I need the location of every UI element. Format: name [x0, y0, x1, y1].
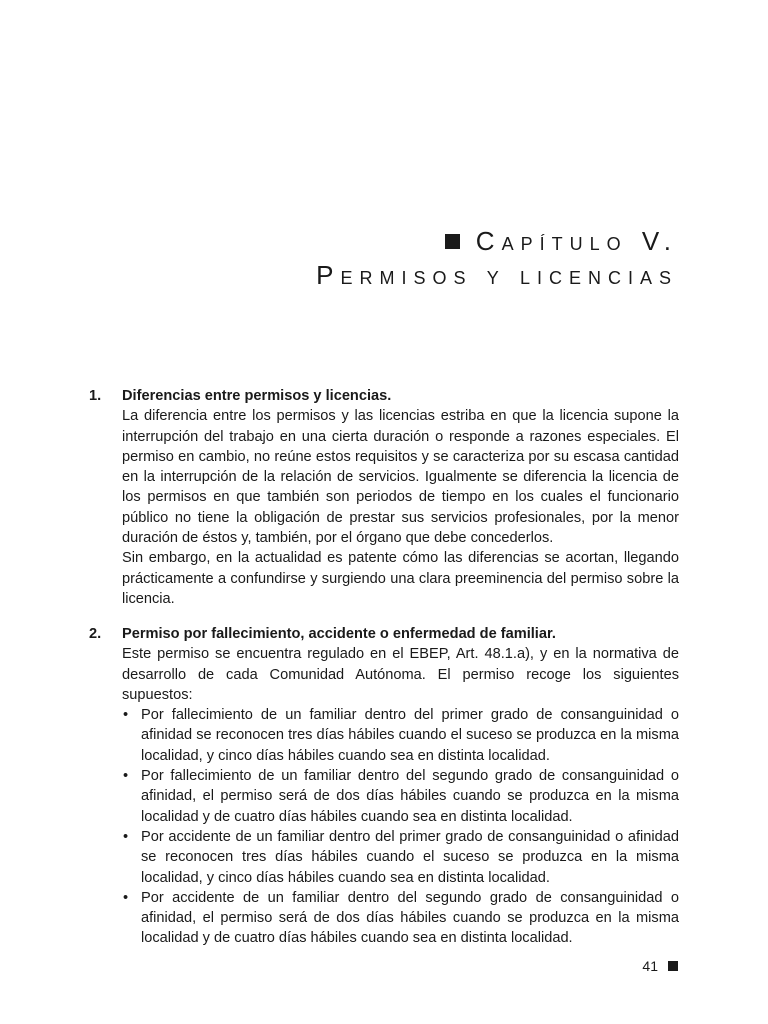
chapter-subtitle: Permisos y licencias [316, 260, 678, 290]
list-item [122, 827, 679, 888]
chapter-title-line [316, 224, 678, 258]
section-body [122, 624, 679, 949]
section-1 [89, 386, 679, 609]
bullet-dot-icon: • [123, 768, 129, 785]
section-heading: Permiso por fallecimiento, accidente o enfermedad de familiar. [122, 626, 556, 642]
page-number: 41 [642, 958, 658, 974]
list-item-text: Por fallecimiento de un familiar dentro del segundo grado de consanguinidad o afinidad, el permiso será de dos días hábiles cuando se produzca en la misma localidad y de cuatro días hábiles cuando sea en distinta localidad. [141, 768, 679, 825]
section-number: 1. [89, 388, 102, 404]
list-item [122, 888, 679, 949]
chapter-heading [316, 224, 678, 292]
list-item-text: Por accidente de un familiar dentro del segundo grado de consanguinidad o afinidad, el permiso será de dos días hábiles cuando se produzca en la misma localidad y de cuatro días hábiles cuando sea en distinta localidad. [141, 889, 679, 947]
list-item-text: Por fallecimiento de un familiar dentro del primer grado de consanguinidad o afinidad se reconocen tres días hábiles cuando el suceso se produzca en la misma localidad, y cinco días hábiles cuando sea en distinta localidad. [141, 707, 679, 764]
section-2 [89, 624, 679, 949]
section-body [122, 386, 679, 609]
paragraph: La diferencia entre los permisos y las licencias estriba en que la licencia supone la interrupción del trabajo en una cierta duración o responde a razones especiales. El permiso en cambio, no reúne estos requisitos y se caracteriza por su escasa cantidad en la interrupción de la relación de servicios. Igualmente se diferencia la licencia de los permisos en que también son periodos de tiempo en los cuales el funcionario público no tiene la obligación de prestar sus servicios profesionales, por la menor duración de éstos y, también, por el órgano que debe concederlos. [122, 408, 679, 547]
page-footer [642, 958, 678, 974]
bullet-list [122, 705, 679, 949]
list-item [122, 705, 679, 766]
paragraph: Este permiso se encuentra regulado en el EBEP, Art. 48.1.a), y en la normativa de desarrollo de cada Comunidad Autónoma. El permiso recoge los siguientes supuestos: [122, 646, 679, 703]
list-item-text: Por accidente de un familiar dentro del primer grado de consanguinidad o afinidad se reconocen tres días hábiles cuando el suceso se produzca en la misma localidad, y cinco días hábiles cuando sea en distinta localidad. [141, 828, 679, 886]
chapter-number: Capítulo V. [475, 226, 678, 256]
bullet-dot-icon: • [123, 707, 129, 724]
bullet-dot-icon: • [123, 828, 129, 845]
bullet-dot-icon: • [123, 889, 129, 906]
section-number: 2. [89, 626, 102, 642]
list-item [122, 766, 679, 827]
paragraph: Sin embargo, en la actualidad es patente cómo las diferencias se acortan, llegando prácticamente a confundirse y surgiendo una clara preeminencia del permiso sobre la licencia. [122, 550, 679, 607]
square-bullet-icon [445, 234, 460, 249]
section-heading: Diferencias entre permisos y licencias. [122, 388, 392, 404]
square-bullet-icon [668, 961, 678, 971]
